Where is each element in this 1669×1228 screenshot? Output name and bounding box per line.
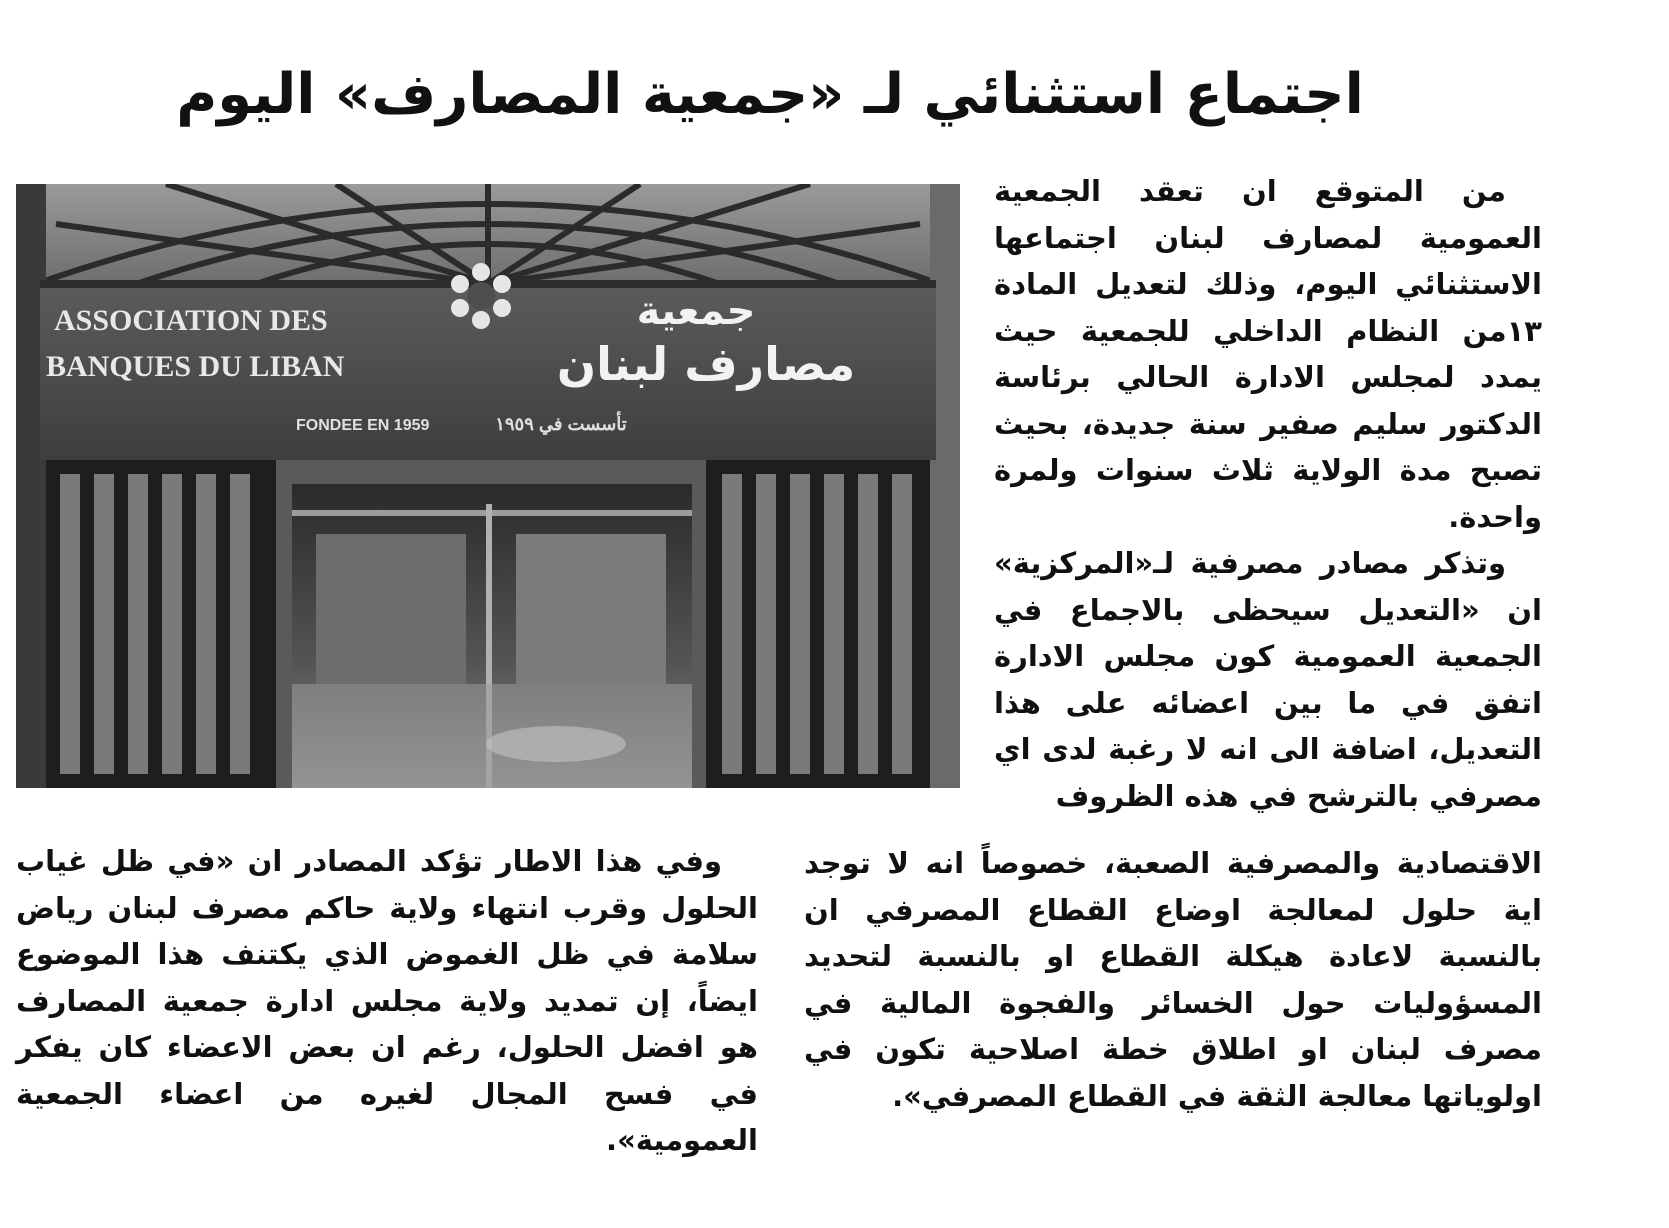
sign-en-founded: FONDEE EN 1959 [296, 417, 430, 434]
article-column-left [16, 838, 758, 1164]
sign-en-line2: BANQUES DU LIBAN [46, 350, 345, 383]
sign-ar-line1: جمعية [636, 288, 756, 334]
article-photo [16, 184, 960, 788]
building-entrance-image [16, 184, 960, 788]
sign-ar-line2: مصارف لبنان [556, 337, 856, 391]
article-paragraph-2-continued: الاقتصادية والمصرفية الصعبة، خصوصاً انه لا توجد اية حلول لمعالجة اوضاع القطاع المصرفي ان بالنسبة لاعادة هيكلة القطاع او بالنسبة لتحديد المسؤوليات حول الخسائر والفجوة المالية في مصرف لبنان او اطلاق خطة اصلاحية تكون في اولوياتها معالجة الثقة في القطاع المصرفي». [804, 846, 1542, 1113]
article-paragraph-2: وتذكر مصادر مصرفية لـ«المركزية» ان «التعديل سيحظى بالاجماع في الجمعية العمومية كون مجلس الادارة اتفق في ما بين اعضائه على هذا التعديل، اضافة الى انه لا رغبة لدى اي مصرفي بالترشح في هذه الظروف [994, 546, 1542, 813]
article-column-right-bottom [804, 840, 1542, 1119]
article-paragraph-1: من المتوقع ان تعقد الجمعية العمومية لمصارف لبنان اجتماعها الاستثنائي اليوم، وذلك لتعديل المادة ١٣من النظام الداخلي للجمعية حيث يمدد لمجلس الادارة الحالي برئاسة الدكتور سليم صفير سنة جديدة، بحيث تصبح مدة الولاية ثلاث سنوات ولمرة واحدة. [994, 174, 1542, 534]
sign-ar-founded: تأسست في ١٩٥٩ [495, 414, 627, 434]
article-headline: اجتماع استثنائي لـ «جمعية المصارف» اليوم [176, 62, 1364, 127]
article-column-right-top [994, 168, 1542, 819]
article-paragraph-3: وفي هذا الاطار تؤكد المصادر ان «في ظل غياب الحلول وقرب انتهاء ولاية حاكم مصرف لبنان رياض سلامة في ظل الغموض الذي يكتنف هذا الموضوع ايضاً، إن تمديد ولاية مجلس ادارة جمعية المصارف هو افضل الحلول، رغم ان بعض الاعضاء كان يفكر في فسح المجال لغيره من اعضاء الجمعية العمومية». [16, 844, 758, 1157]
sign-en-line1: ASSOCIATION DES [54, 304, 328, 337]
